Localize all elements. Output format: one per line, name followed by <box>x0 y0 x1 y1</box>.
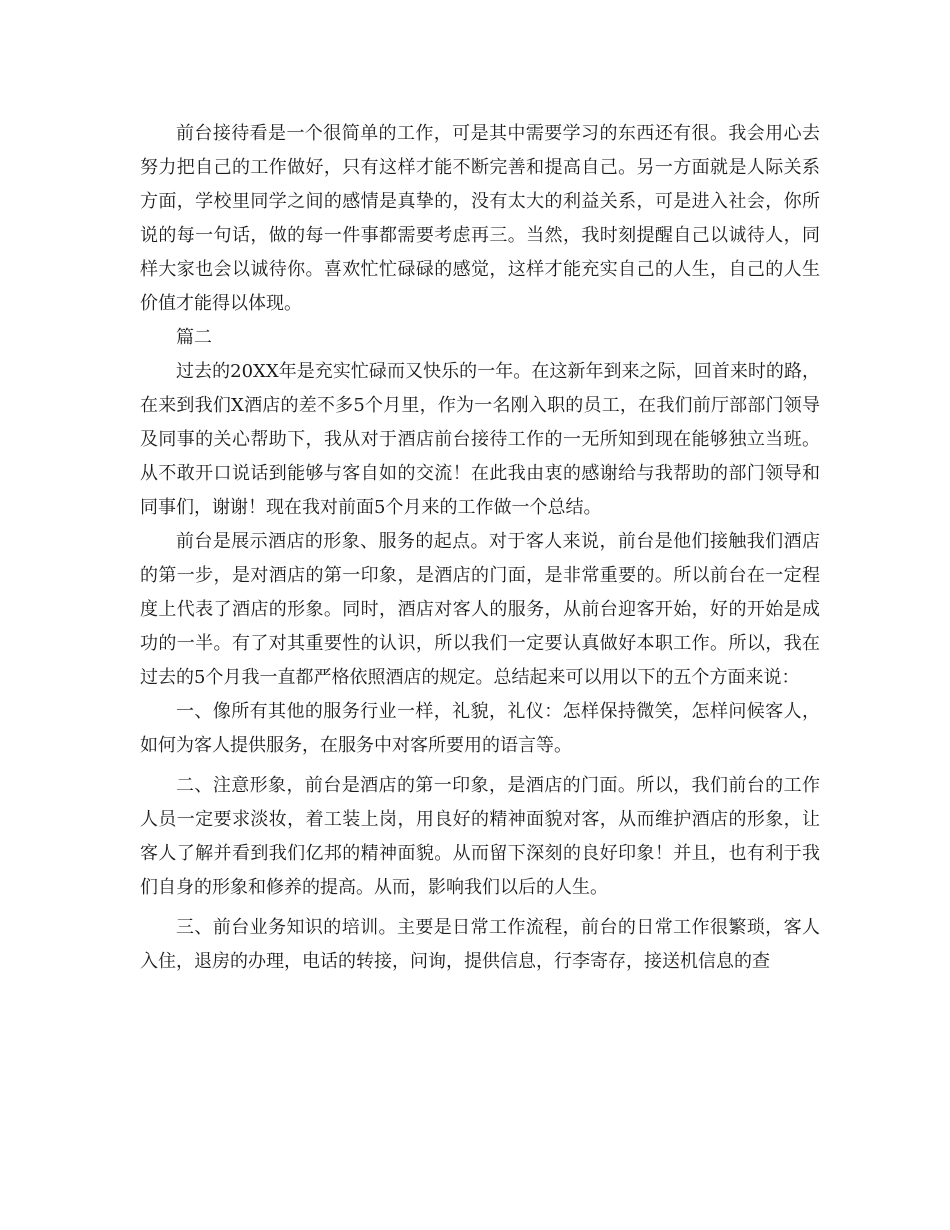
section-heading-part-two: 篇二 <box>176 327 212 348</box>
paragraph-point-one-etiquette: 一、像所有其他的服务行业一样，礼貌，礼仪：怎样保持微笑，怎样问候客人，如何为客人提供服务，在服务中对客所要用的语言等。 <box>140 701 820 756</box>
paragraph-year-review: 过去的20XX年是充实忙碌而又快乐的一年。在这新年到来之际，回首来时的路，在来到我们X酒店的差不多5个月里，作为一名刚入职的员工，在我们前厅部部门领导及同事的关心帮助下，我从对于酒店前台接待工作的一无所知到现在能够独立当班。从不敢开口说话到能够与客自如的交流！在此我由衷的感谢给与我帮助的部门领导和同事们，谢谢！现在我对前面5个月来的工作做一个总结。 <box>140 361 820 518</box>
paragraph-point-two-appearance: 二、注意形象，前台是酒店的第一印象，是酒店的门面。所以，我们前台的工作人员一定要求淡妆，着工装上岗，用良好的精神面貌对客，从而维护酒店的形象，让客人了解并看到我们亿邦的精神面貌。从而留下深刻的良好印象！并且，也有利于我们自身的形象和修养的提高。从而，影响我们以后的人生。 <box>140 775 820 898</box>
paragraph-point-three-training: 三、前台业务知识的培训。主要是日常工作流程，前台的日常工作很繁琐，客人入住，退房的办理，电话的转接，问询，提供信息，行李寄存，接送机信息的查 <box>140 917 820 972</box>
document-body <box>140 117 820 979</box>
paragraph-front-desk-image: 前台是展示酒店的形象、服务的起点。对于客人来说，前台是他们接触我们酒店的第一步，是对酒店的第一印象，是酒店的门面，是非常重要的。所以前台在一定程度上代表了酒店的形象。同时，酒店对客人的服务，从前台迎客开始，好的开始是成功的一半。有了对其重要性的认识，所以我们一定要认真做好本职工作。所以，我在过去的5个月我一直都严格依照酒店的规定。总结起来可以用以下的五个方面来说： <box>140 531 820 688</box>
paragraph-reception-work: 前台接待看是一个很简单的工作，可是其中需要学习的东西还有很。我会用心去努力把自己的工作做好，只有这样才能不断完善和提高自己。另一方面就是人际关系方面，学校里同学之间的感情是真挚的，没有太大的利益关系，可是进入社会，你所说的每一句话，做的每一件事都需要考虑再三。当然，我时刻提醒自己以诚待人，同样大家也会以诚待你。喜欢忙忙碌碌的感觉，这样才能充实自己的人生，自己的人生价值才能得以体现。 <box>140 123 820 314</box>
